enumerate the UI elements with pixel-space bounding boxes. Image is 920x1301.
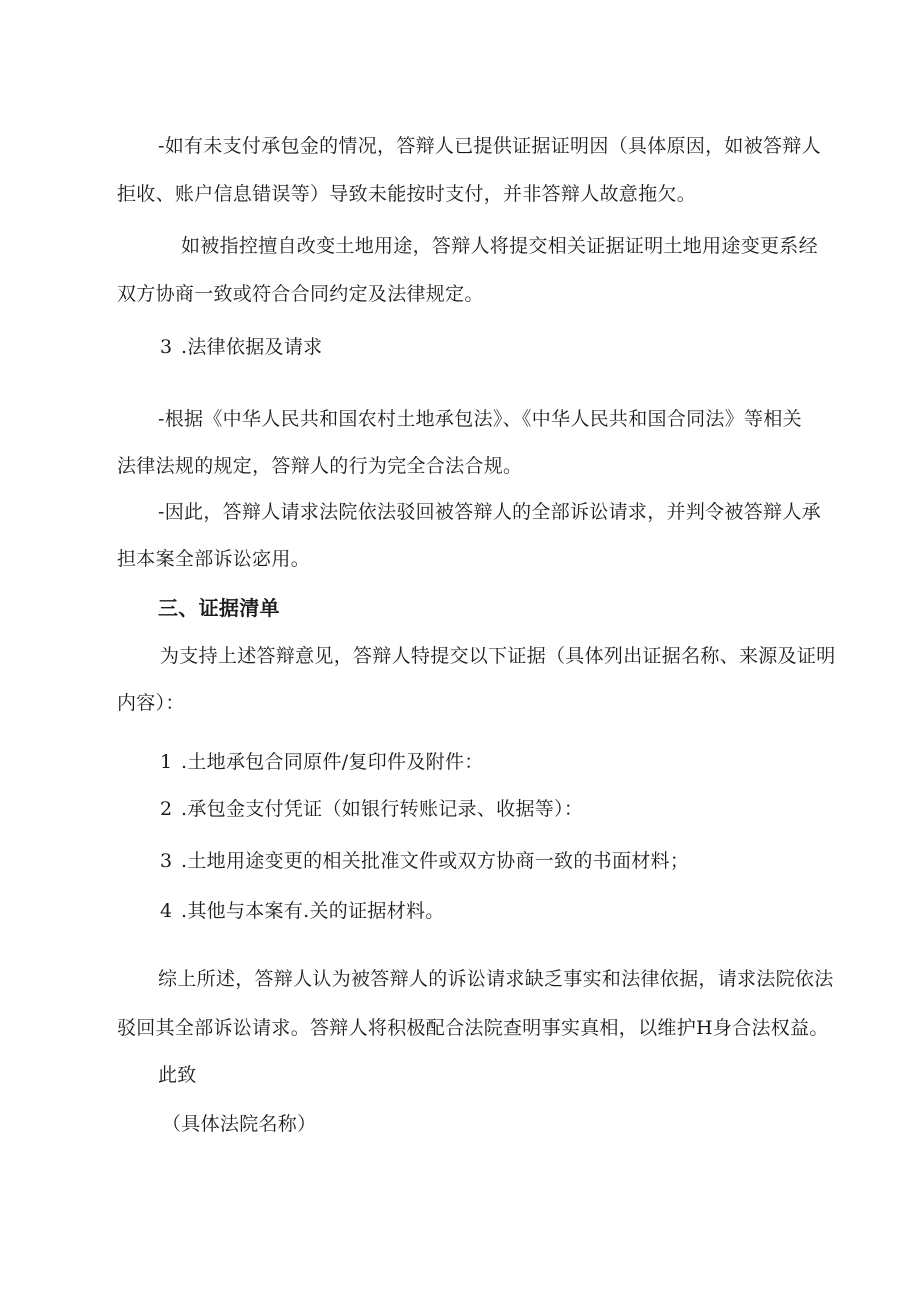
evidence-item-number: 3 [160, 850, 173, 872]
paragraph-evidence-intro-line-2: 内容）： [117, 692, 185, 714]
evidence-item-number: 1 [160, 751, 173, 773]
paragraph-conclusion-line-2: 驳回其全部诉讼请求。答辩人将积极配合法院查明事实真相，以维护H身合法权益。 [117, 1017, 829, 1039]
paragraph-request-line-1: -因此，答辩人请求法院依法驳回被答辩人的全部诉讼请求，并判令被答辩人承 [158, 501, 821, 523]
paragraph-evidence-intro-line-1: 为支持上述答辩意见，答辩人特提交以下证据（具体列出证据名称、来源及证明 [160, 645, 836, 667]
paragraph-legal-basis-line-1: -根据《中华人民共和国农村土地承包法》、《中华人民共和国合同法》等相关 [158, 408, 802, 430]
evidence-item-number: 4 [160, 900, 173, 922]
paragraph-land-use-line-1: 如被指控擅自改变土地用途，答辩人将提交相关证据证明土地用途变更系经 [181, 235, 818, 257]
evidence-item-text: .土地承包合同原件/复印件及附件： [181, 751, 484, 773]
evidence-item-text: .土地用途变更的相关批准文件或双方协商一致的书面材料； [181, 850, 690, 872]
closing-salutation: 此致 [158, 1064, 197, 1086]
paragraph-unpaid-fee-line-2: 拒收、账户信息错误等）导致未能按时支付，并非答辩人故意拖欠。 [117, 183, 697, 205]
evidence-item-text: .承包金支付凭证（如银行转账记录、收据等）： [181, 798, 584, 820]
evidence-item-number: 2 [160, 798, 173, 820]
paragraph-request-line-2: 担本案全部诉讼宓用。 [117, 548, 311, 570]
evidence-item-text: .其他与本案有.关的证据材料。 [181, 900, 445, 922]
section-legal-basis-number: 3 [160, 336, 173, 358]
paragraph-conclusion-line-1: 综上所述，答辩人认为被答辩人的诉讼请求缺乏事实和法律依据，请求法院依法 [158, 968, 834, 990]
paragraph-unpaid-fee-line-1: -如有未支付承包金的情况，答辩人已提供证据证明因（具体原因，如被答辩人 [158, 135, 821, 157]
paragraph-legal-basis-line-2: 法律法规的规定，答辩人的行为完全合法合规。 [117, 455, 523, 477]
section-heading-evidence-list: 三、证据清单 [158, 596, 280, 620]
court-name-placeholder: （具体法院名称） [162, 1113, 317, 1135]
paragraph-land-use-line-2: 双方协商一致或符合合同约定及法律规定。 [117, 283, 484, 305]
section-legal-basis-title: .法律依据及请求 [181, 336, 323, 358]
